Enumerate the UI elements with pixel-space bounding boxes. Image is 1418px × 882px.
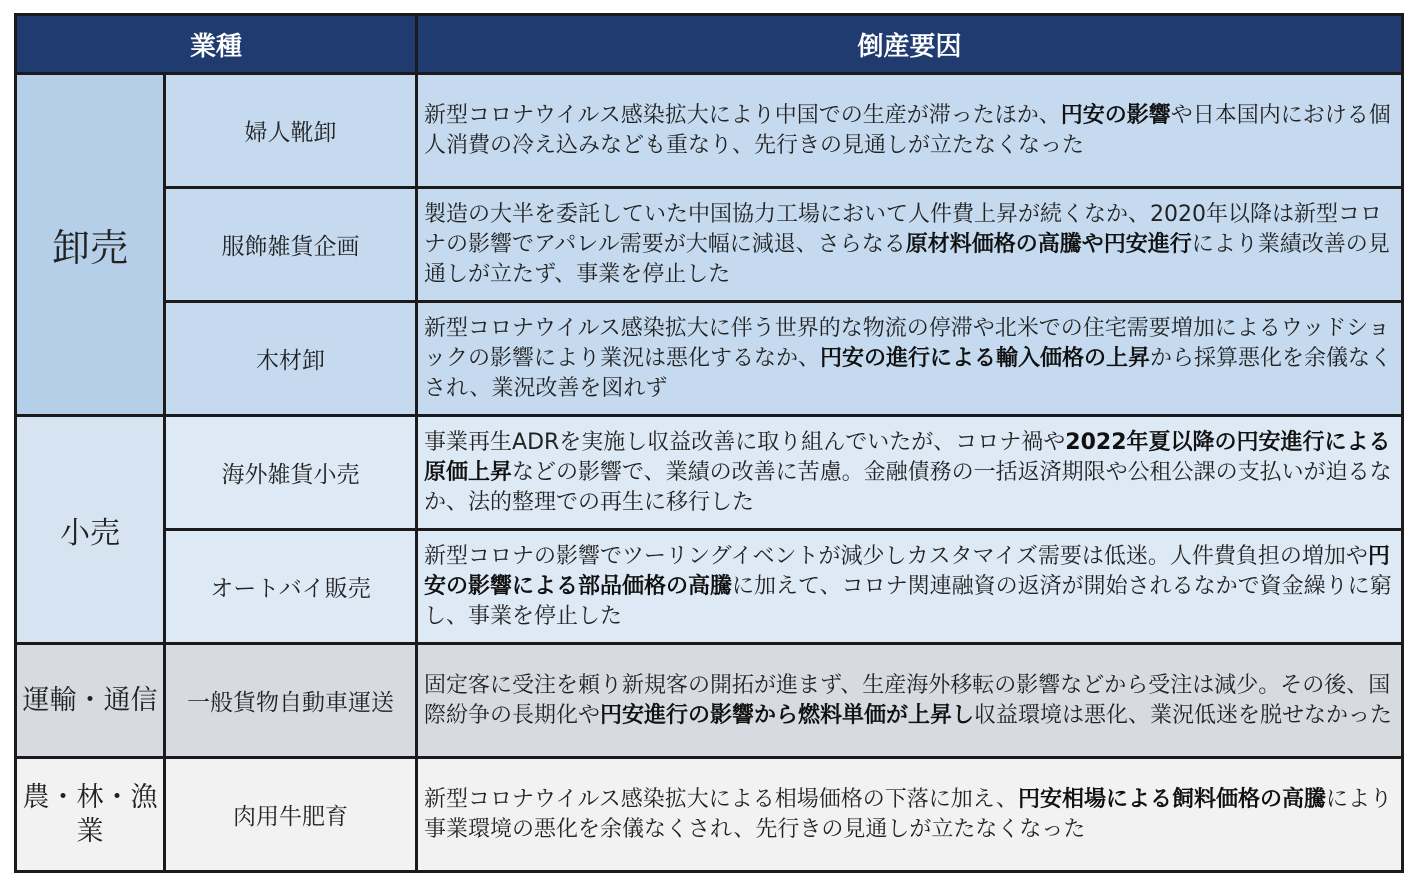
table-row bbox=[16, 416, 1403, 530]
cause-cell bbox=[417, 74, 1403, 188]
table-row bbox=[16, 644, 1403, 758]
cause-text: や日本国内における個人消費の冷え込みなども重なり、先行きの見通しが立たなくなった bbox=[424, 102, 1391, 158]
subtype-cell: 木材卸 bbox=[165, 302, 417, 416]
cause-cell bbox=[417, 530, 1403, 644]
table-row bbox=[16, 530, 1403, 644]
category-wholesale: 卸売 bbox=[16, 74, 165, 416]
cause-text: 新型コロナウイルス感染拡大に伴う世界的な物流の停滞や北米での住宅需要増加によるウッドショックの影響により業況は悪化するなか、 bbox=[424, 315, 1390, 371]
subtype-cell: 海外雑貨小売 bbox=[165, 416, 417, 530]
subtype-cell: オートバイ販売 bbox=[165, 530, 417, 644]
cause-text: 事業再生ADRを実施し収益改善に取り組んでいたが、コロナ禍や bbox=[424, 429, 1066, 455]
cause-highlight: 2022年夏以降の円安進行による原価上昇 bbox=[424, 429, 1391, 485]
category-agriculture: 農・林・漁業 bbox=[16, 758, 165, 872]
header-industry: 業種 bbox=[16, 15, 417, 74]
cause-cell bbox=[417, 302, 1403, 416]
cause-highlight: 円安の進行による輸入価格の上昇 bbox=[820, 345, 1151, 371]
category-retail: 小売 bbox=[16, 416, 165, 644]
cause-text: 新型コロナウイルス感染拡大による相場価格の下落に加え、 bbox=[424, 786, 1019, 812]
cause-text: 製造の大半を委託していた中国協力工場において人件費上昇が続くなか、2020年以降は新型コロナの影響でアパレル需要が大幅に減退、さらなる bbox=[424, 201, 1383, 257]
cause-highlight: 円安の影響による部品価格の高騰 bbox=[424, 543, 1390, 599]
subtype-cell: 肉用牛肥育 bbox=[165, 758, 417, 872]
cause-text: により事業環境の悪化を余儀なくされ、先行きの見通しが立たなくなった bbox=[424, 786, 1393, 842]
cause-cell bbox=[417, 416, 1403, 530]
category-transport: 運輸・通信 bbox=[16, 644, 165, 758]
cause-text: 収益環境は悪化、業況低迷を脱せなかった bbox=[974, 702, 1393, 728]
header-row bbox=[16, 15, 1403, 74]
cause-text: により業績改善の見通しが立たず、事業を停止した bbox=[424, 231, 1390, 287]
subtype-cell: 一般貨物自動車運送 bbox=[165, 644, 417, 758]
cause-text: 新型コロナの影響でツーリングイベントが減少しカスタマイズ需要は低迷。人件費負担の増加や bbox=[424, 543, 1368, 569]
cause-cell bbox=[417, 644, 1403, 758]
table-row bbox=[16, 74, 1403, 188]
cause-cell bbox=[417, 188, 1403, 302]
table-row bbox=[16, 302, 1403, 416]
cause-highlight: 円安の影響 bbox=[1060, 102, 1171, 128]
table-row bbox=[16, 188, 1403, 302]
subtype-cell: 服飾雑貨企画 bbox=[165, 188, 417, 302]
table-row bbox=[16, 758, 1403, 872]
cause-highlight: 円安進行の影響から燃料単価が上昇し bbox=[600, 702, 975, 728]
cause-text: などの影響で、業績の改善に苦慮。金融債務の一括返済期限や公租公課の支払いが迫るなか、法的整理での再生に移行した bbox=[424, 459, 1392, 515]
cause-highlight: 原材料価格の高騰や円安進行 bbox=[905, 231, 1192, 257]
subtype-cell: 婦人靴卸 bbox=[165, 74, 417, 188]
cause-cell bbox=[417, 758, 1403, 872]
header-cause: 倒産要因 bbox=[417, 15, 1403, 74]
cause-text: から採算悪化を余儀なくされ、業況改善を図れず bbox=[424, 345, 1393, 401]
cause-text: に加えて、コロナ関連融資の返済が開始されるなかで資金繰りに窮し、事業を停止した bbox=[424, 573, 1392, 629]
cause-text: 固定客に受注を頼り新規客の開拓が進まず、生産海外移転の影響などから受注は減少。その後、国際紛争の長期化や bbox=[424, 672, 1391, 728]
bankruptcy-cause-table bbox=[14, 13, 1404, 873]
cause-text: 新型コロナウイルス感染拡大により中国での生産が滞ったほか、 bbox=[424, 102, 1061, 128]
cause-highlight: 円安相場による飼料価格の高騰 bbox=[1018, 786, 1327, 812]
